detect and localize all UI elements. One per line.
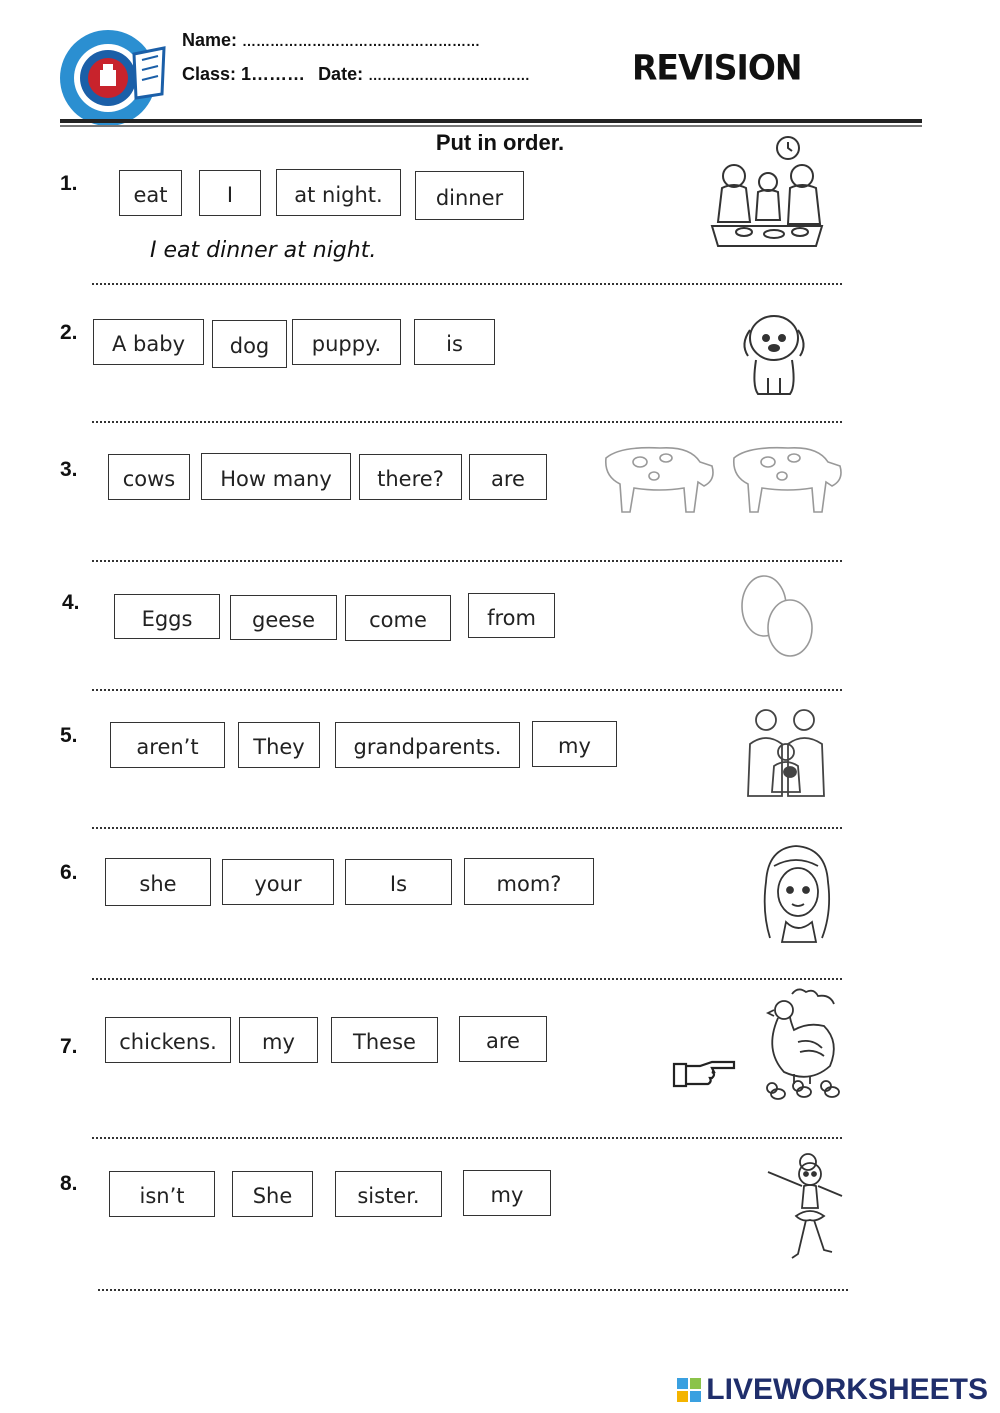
word-card[interactable]: grandparents. [335,722,520,768]
word-card[interactable]: dog [212,320,287,368]
header-divider [60,119,922,123]
question-number: 1. [60,172,78,195]
cows-icon [600,436,844,516]
word-card[interactable]: my [239,1017,318,1063]
word-card[interactable]: your [222,859,334,905]
page-title: REVISION [632,47,802,88]
word-card[interactable]: come [345,595,451,641]
word-card[interactable]: eat [119,170,182,216]
chickens-icon [754,986,844,1102]
question-number: 8. [60,1172,78,1195]
class-date-line [182,64,530,85]
name-field[interactable]: …………………………………………… [242,33,481,49]
word-card[interactable]: is [414,319,495,365]
answer-line[interactable] [92,827,842,829]
word-card[interactable]: my [463,1170,551,1216]
question-number: 4. [62,591,80,614]
word-card[interactable]: How many [201,453,351,500]
brand-logo [676,1370,988,1410]
answer-line[interactable] [98,1289,848,1291]
answer-line[interactable] [92,689,842,691]
word-card[interactable]: sister. [335,1171,442,1217]
family-dinner-icon [704,134,828,254]
question-number: 6. [60,861,78,884]
answer-line[interactable] [92,560,842,562]
brand-icon [676,1377,702,1403]
word-card[interactable]: Is [345,859,452,905]
eggs-icon [736,572,816,658]
word-card[interactable]: aren’t [110,722,225,768]
word-card[interactable]: at night. [276,169,401,216]
word-card[interactable]: They [238,722,320,768]
word-card[interactable]: Eggs [114,594,220,639]
example-answer: I eat dinner at night. [150,238,377,263]
dancing-girl-icon [766,1150,846,1262]
word-card[interactable]: she [105,858,211,906]
date-field[interactable]: ……………………..……… [368,67,530,83]
school-logo [56,24,168,132]
name-label: Name: [182,30,238,50]
word-card[interactable]: I [199,170,261,216]
word-card[interactable]: from [468,593,555,638]
word-card[interactable]: geese [230,595,337,640]
question-number: 5. [60,724,78,747]
word-card[interactable]: mom? [464,858,594,905]
header-divider-thin [60,125,922,127]
word-card[interactable]: chickens. [105,1017,231,1063]
word-card[interactable]: there? [359,454,462,500]
name-line [182,30,480,51]
brand-name: LIVEWORKSHEETS [706,1373,988,1406]
puppy-icon [738,308,810,398]
question-number: 7. [60,1035,78,1058]
word-card[interactable]: dinner [415,171,524,220]
word-card[interactable]: puppy. [292,319,401,365]
pointing-hand-icon [672,1058,736,1088]
answer-line[interactable] [92,1137,842,1139]
answer-line[interactable] [92,283,842,285]
date-label: Date: [318,64,364,84]
family-icon [740,700,832,798]
question-number: 2. [60,321,78,344]
class-field[interactable]: Class: 1……… [182,64,306,84]
word-card[interactable]: are [459,1016,547,1062]
answer-line[interactable] [92,421,842,423]
word-card[interactable]: my [532,721,617,767]
word-card[interactable]: cows [108,454,190,500]
word-card[interactable]: are [469,454,547,500]
word-card[interactable]: A baby [93,319,204,365]
word-card[interactable]: These [331,1017,438,1063]
girl-icon [756,842,836,944]
word-card[interactable]: isn’t [109,1171,215,1217]
question-number: 3. [60,458,78,481]
instruction: Put in order. [435,130,565,155]
word-card[interactable]: She [232,1171,313,1217]
answer-line[interactable] [92,978,842,980]
